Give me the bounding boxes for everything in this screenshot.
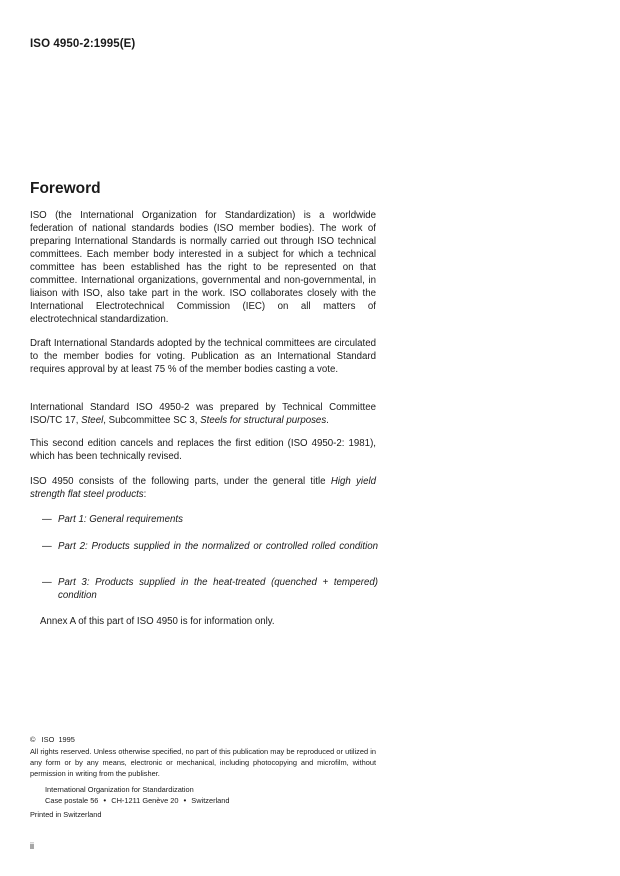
structural-term: Steels for structural purposes: [200, 415, 327, 426]
list-item-part-2: [42, 540, 378, 553]
paragraph-draft-standards: Draft International Standards adopted by the technical committees are circulated to the member bodies for voting. Publication as an International Standard requires approval by at least 75 % of the member bodies casting a vote.: [30, 338, 376, 375]
list-item-part-3: [42, 576, 378, 602]
list-item-part-1: [42, 513, 378, 526]
preparation-text-c: .: [326, 415, 329, 426]
parts-intro-text-b: :: [143, 489, 147, 500]
paragraph-edition: This second edition cancels and replaces the first edition (ISO 4950-2: 1981), which has been technically revised.: [30, 438, 376, 462]
paragraph-preparation: [30, 401, 376, 427]
bullet-separator: •: [103, 796, 107, 805]
bullet-separator: •: [183, 796, 187, 805]
dash-marker: —: [42, 541, 52, 552]
address-postal: Case postale 56: [45, 796, 99, 805]
copyright-line: © ISO 1995: [30, 735, 75, 744]
paragraph-iso-intro: ISO (the International Organization for Standardization) is a worldwide federation of national standards bodies (ISO member bodies). The work of preparing International Standards is normally carried out through ISO technical committees. Each member body interested in a subject for which a technical committee has been established has the right to be represented on that committee. International organizations, governmental and non-governmental, in liaison with ISO, also take part in the work. ISO collaborates closely with the International Electrotechnical Commission (IEC) on all matters of electrotechnical standardization.: [30, 210, 376, 325]
preparation-text-b: , Subcommittee SC 3,: [103, 415, 201, 426]
printed-in: Printed in Switzerland: [30, 810, 102, 819]
part-1-label: Part 1: General requirements: [58, 514, 183, 525]
page-number: ii: [30, 841, 34, 851]
annex-note: Annex A of this part of ISO 4950 is for information only.: [40, 616, 275, 627]
organization-name: International Organization for Standardization: [45, 785, 194, 794]
paragraph-parts-intro: [30, 475, 376, 501]
part-2-label: Part 2: Products supplied in the normalized or controlled rolled condition: [58, 541, 378, 552]
rights-statement: All rights reserved. Unless otherwise specified, no part of this publication may be reproduced or utilized in any form or by any means, electronic or mechanical, including photocopying and microfilm, without permission in writing from the publisher.: [30, 747, 376, 778]
organization-address: [45, 795, 230, 806]
dash-marker: —: [42, 577, 52, 588]
address-country: Switzerland: [191, 796, 230, 805]
address-city: CH-1211 Genève 20: [111, 796, 179, 805]
steel-term: Steel: [81, 415, 104, 426]
part-3-label: Part 3: Products supplied in the heat-treated (quenched + tempered) condition: [58, 577, 378, 601]
document-id: ISO 4950-2:1995(E): [30, 38, 136, 50]
section-title: Foreword: [30, 180, 101, 197]
preparation-text-a: International Standard ISO 4950-2 was prepared by Technical Committee ISO/TC 17,: [30, 402, 376, 426]
dash-marker: —: [42, 514, 52, 525]
parts-intro-text-a: ISO 4950 consists of the following parts, under the general title: [30, 476, 331, 487]
general-title: High yield strength flat steel products: [30, 476, 376, 500]
